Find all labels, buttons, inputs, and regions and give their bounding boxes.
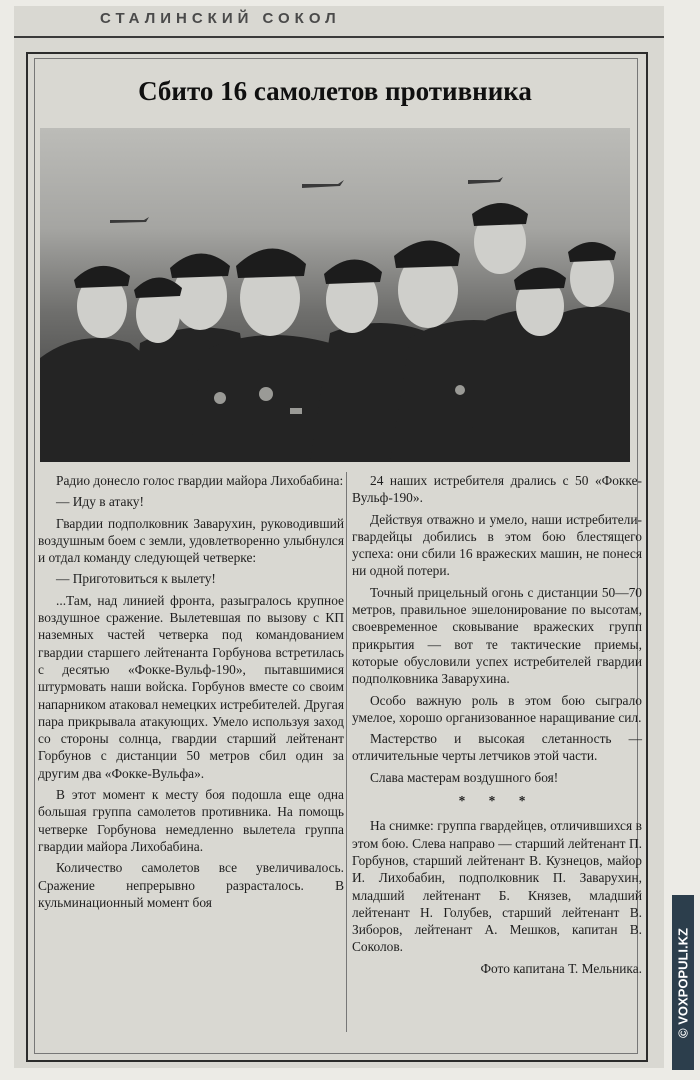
column-divider <box>346 472 347 1032</box>
group-portrait-photo <box>40 128 630 462</box>
caption-text: На снимке: группа гвардейцев, отличившихся в этом бою. Слева направо — старший лейтенант П. Горбунов, старший лейтенант В. Кузнецов, майор И. Лихобабин, подполковник П. Заварухин, младший лейтенант Б. Князев, младший лейтенант Н. Голубев, старший лейтенант В. Зиборов, лейтенант А. Мешков, капитан В. Соколов. <box>352 818 642 955</box>
paragraph: Мастерство и высокая слетанность — отличительные черты летчиков этой части. <box>352 731 642 764</box>
paragraph: ...Там, над линией фронта, разыгралось крупное воздушное сражение. Вылетевшая по вызову с КП наземных частей четверка под командованием гвардии старшего лейтенанта Горбунова встретилась с десятью «Фокке-Вульф-190», пытавшимися штурмовать наши войска. Горбунов вместе со своим напарником атаковал немецких истребителей. Другая пара прикрывала атакующих. Умело используя заход со стороны солнца, гвардии старший лейтенант Горбунов с дистанции 50 метров сбил один за другим два «Фокке-Вульфа». <box>38 592 344 781</box>
headline: Сбито 16 самолетов противника <box>138 76 532 106</box>
aircraft-silhouettes <box>110 177 503 223</box>
paragraph: — Приготовиться к вылету! <box>56 571 216 587</box>
paragraph: Точный прицельный огонь с дистанции 50—70 метров, правильное эшелонирование по высотам, своевременное сковывание вражеских групп прикрытия — вот те тактические приемы, которые обусловили успех истребителей гвардии подполковника Заварухина. <box>352 584 642 687</box>
photo-caption <box>352 817 642 977</box>
paragraph: Слава мастерам воздушного боя! <box>370 769 559 785</box>
paragraph: Действуя отважно и умело, наши истребители-гвардейцы добились в этом бою блестящего успеха: они сбили 16 вражеских машин, не понеся ни одной потери. <box>352 511 642 579</box>
paragraph: Количество самолетов все увеличивалось. Сражение непрерывно разрасталось. В кульминационный момент боя <box>38 860 344 910</box>
paragraph: 24 наших истребителя дрались с 50 «Фокке-Вульф-190». <box>352 473 642 506</box>
paragraph: Радио донесло голос гвардии майора Лихобабина: <box>56 473 344 488</box>
masthead: СТАЛИНСКИЙ СОКОЛ <box>100 10 341 27</box>
masthead-rule <box>14 36 664 38</box>
section-separator: * * * <box>458 793 536 809</box>
watermark-text: © VOXPOPULI.KZ <box>675 927 691 1038</box>
paragraph: Гвардии подполковник Заварухин, руководивший воздушным боем с земли, удовлетворенно улыбнулся и отдал команду следующей четверке: <box>38 515 344 566</box>
article-column-left <box>38 472 344 1032</box>
photo-credit: Фото капитана Т. Мельника. <box>480 960 642 976</box>
paragraph: В этот момент к месту боя подошла еще одна большая группа самолетов противника. На помощь четверке Горбунова немедленно вылетела группа гвардии майора Лихобабина. <box>38 787 344 854</box>
source-watermark <box>672 895 694 1070</box>
paragraph: — Иду в атаку! <box>56 494 144 510</box>
paragraph: Особо важную роль в этом бою сыграло умелое, хорошо организованное наращивание сил. <box>352 692 642 725</box>
article-column-right <box>352 472 642 1032</box>
